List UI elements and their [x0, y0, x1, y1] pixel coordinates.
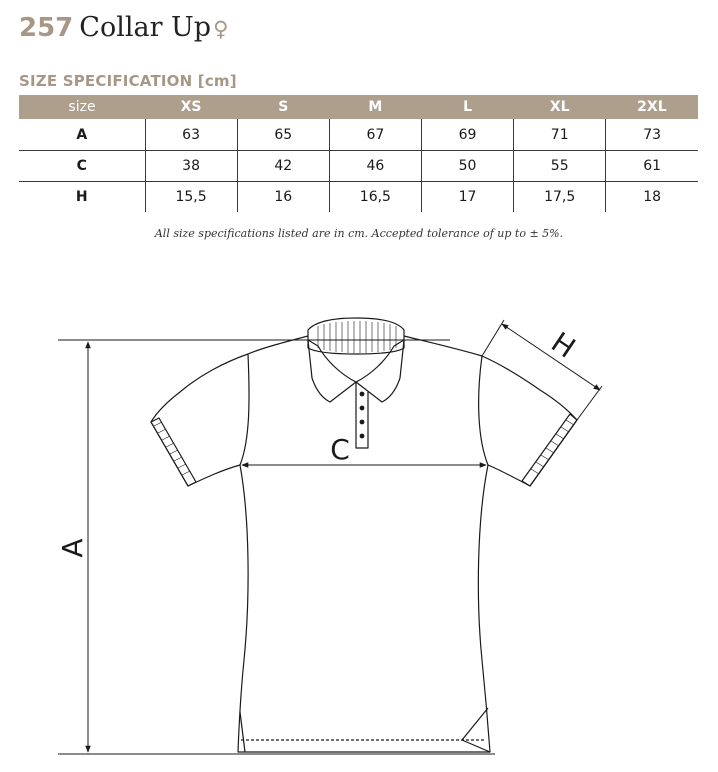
table-cell: 69: [421, 119, 513, 151]
size-specification-heading: SIZE SPECIFICATION [cm]: [19, 72, 237, 90]
collar-rib-lines: [318, 321, 396, 353]
table-cell: 17: [421, 182, 513, 213]
right-cuff-rib-lines: [531, 420, 574, 474]
table-cell: 42: [237, 151, 329, 182]
dimension-label-a: A: [56, 538, 89, 558]
table-cell: 55: [514, 151, 606, 182]
dimension-label-c: C: [330, 433, 350, 466]
row-label: A: [19, 119, 145, 151]
collar-left-flap: [308, 340, 356, 402]
button-icon: [360, 434, 365, 439]
product-name: Collar Up: [79, 12, 212, 43]
h-left-guide: [482, 320, 504, 356]
collar: [308, 318, 404, 354]
size-header-cell: L: [421, 95, 513, 119]
table-cell: 38: [145, 151, 237, 182]
tolerance-note: All size specifications listed are in cm. Accepted tolerance of up to ± 5%.: [154, 227, 564, 240]
size-header-label: size: [19, 95, 145, 119]
table-cell: 63: [145, 119, 237, 151]
size-header-cell: M: [329, 95, 421, 119]
row-label: C: [19, 151, 145, 182]
table-cell: 50: [421, 151, 513, 182]
table-cell: 16,5: [329, 182, 421, 213]
table-cell: 46: [329, 151, 421, 182]
table-cell: 65: [237, 119, 329, 151]
h-right-guide: [577, 386, 602, 420]
table-cell: 15,5: [145, 182, 237, 213]
shirt-body-outline: [238, 465, 490, 752]
right-side-vent: [462, 708, 490, 752]
product-code: 257: [19, 13, 74, 43]
size-header-cell: 2XL: [606, 95, 698, 119]
left-cuff-rib-lines: [154, 422, 190, 475]
table-cell: 18: [606, 182, 698, 213]
size-header-cell: S: [237, 95, 329, 119]
left-side-vent: [240, 712, 245, 752]
h-dimension-line: [502, 324, 600, 390]
table-cell: 17,5: [514, 182, 606, 213]
table-cell: 61: [606, 151, 698, 182]
size-header-cell: XS: [145, 95, 237, 119]
size-header-cell: XL: [514, 95, 606, 119]
table-cell: 73: [606, 119, 698, 151]
right-sleeve-outline: [404, 336, 577, 486]
dimension-label-h: H: [545, 325, 582, 365]
table-cell: 67: [329, 119, 421, 151]
female-symbol-icon: ♀: [213, 17, 229, 41]
button-icon: [360, 392, 365, 397]
table-cell: 71: [514, 119, 606, 151]
table-cell: 16: [237, 182, 329, 213]
button-icon: [360, 406, 365, 411]
button-icon: [360, 420, 365, 425]
row-label: H: [75, 189, 88, 205]
